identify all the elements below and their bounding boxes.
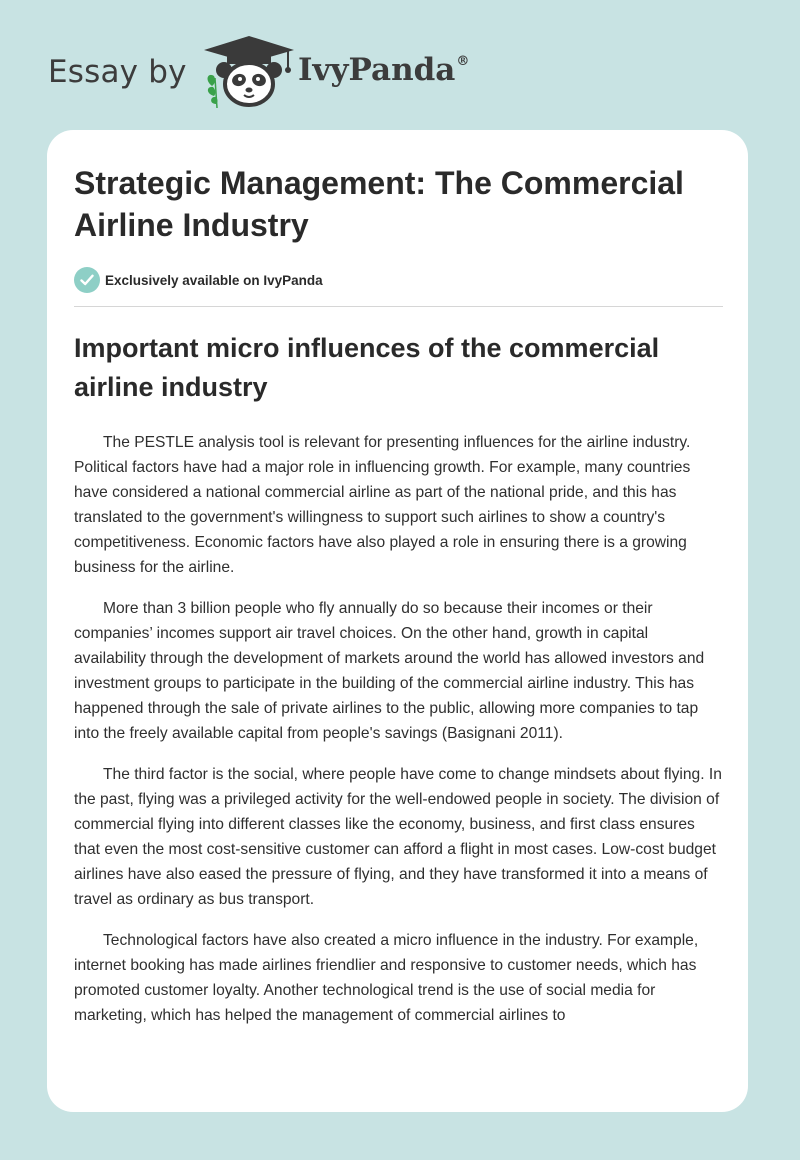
paragraph: More than 3 billion people who fly annually do so because their incomes or their companies’ incomes support air travel choices. On the other hand, growth in capital availability through the development of markets around the world has allowed investors and investment groups to participate in the building of the commercial airline industry. This has happened through the sale of private airlines to the public, allowing more companies to tap into the freely available capital from people's savings (Basignani 2011). (74, 600, 705, 742)
section-heading: Important micro influences of the commercial airline industry (74, 333, 660, 402)
brand-prefix: Essay by (48, 54, 187, 90)
checkmark-icon (80, 274, 94, 286)
exclusive-badge (74, 266, 723, 294)
essay-body (74, 430, 723, 1028)
brand-name-text: IvyPanda (298, 52, 456, 88)
check-circle-icon (74, 267, 100, 293)
paragraph: The PESTLE analysis tool is relevant for presenting influences for the airline industry. Political factors have had a major role in influencing growth. For example, many countries have considered a national commercial airline as part of the national pride, and this has translated to the government's willingness to support such airlines to show a country's competitiveness. Economic factors have also played a role in ensuring there is a growing business for the airline. (74, 434, 691, 576)
essay-content (74, 130, 723, 1044)
paragraph: Technological factors have also created a micro influence in the industry. For example, internet booking has made airlines friendlier and responsive to customer needs, which has promoted customer loyalty. Another technological trend is the use of social media for marketing, which has helped the management of commercial airlines to (74, 932, 699, 1024)
brand-name[interactable] (298, 52, 469, 88)
registered-mark: ® (456, 53, 470, 69)
site-header (48, 34, 488, 114)
title-divider (74, 306, 723, 307)
exclusive-text: Exclusively available on IvyPanda (105, 272, 323, 288)
paragraph: The third factor is the social, where people have come to change mindsets about flying. In the past, flying was a privileged activity for the well-endowed people in society. The division of commercial flying into different classes like the economy, business, and first class ensures that even the most cost-sensitive customer can afford a flight in most cases. Low-cost budget airlines have also eased the pressure of flying, and they have transformed it into a means of travel as ordinary as bus transport. (74, 766, 722, 908)
essay-title: Strategic Management: The Commercial Airline Industry (74, 165, 684, 243)
essay-card (47, 130, 748, 1112)
panda-graduate-logo-icon[interactable] (202, 34, 296, 110)
